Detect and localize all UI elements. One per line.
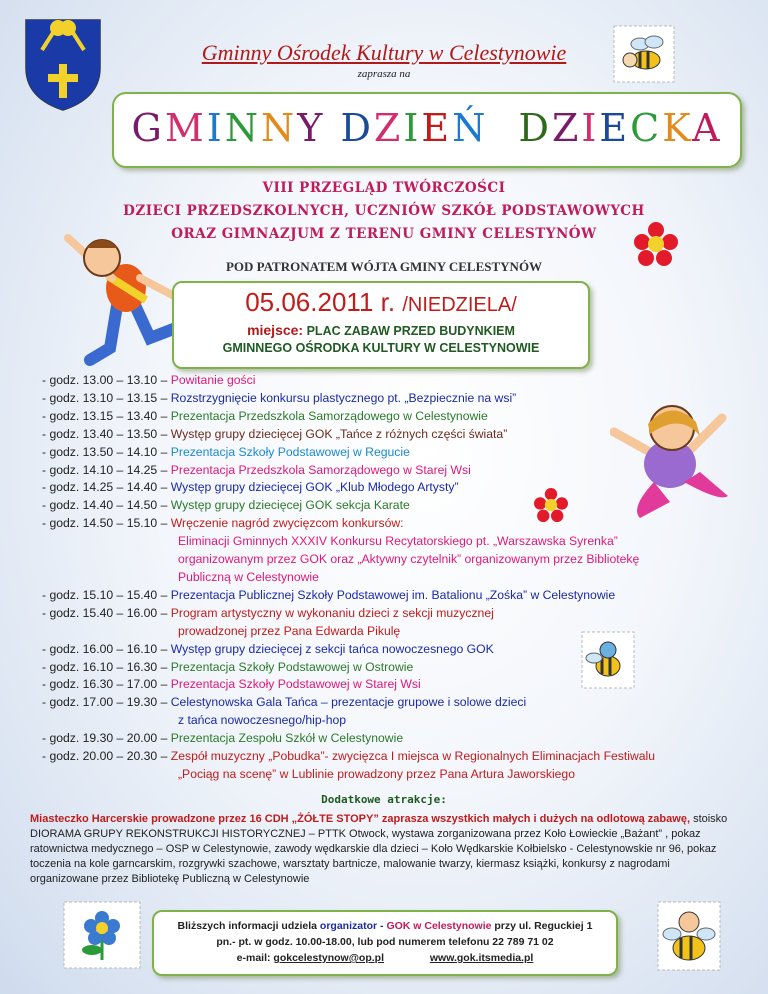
main-banner <box>112 92 742 168</box>
schedule-text: Prezentacja Zespołu Szkół w Celestynowie <box>170 731 404 746</box>
schedule-text: Celestynowska Gala Tańca – prezentacje grupowe i solowe dzieci <box>170 695 527 710</box>
schedule-text: „Pociąg na scenę” w Lublinie prowadzony przez Pana Artura Jaworskiego <box>178 766 575 781</box>
schedule-time: - godz. 16.30 – 17.00 – <box>42 677 168 692</box>
heading-line-3: ORAZ GIMNAZJUM Z TERENU GMINY CELESTYNÓW <box>171 226 597 242</box>
schedule-text: Występ grupy dziecięcej GOK sekcja Karate <box>170 498 410 513</box>
event-date: 05.06.2011 r. <box>245 287 396 317</box>
banner-letter: M <box>164 106 207 150</box>
banner-letter: I <box>206 106 225 150</box>
schedule-time: - godz. 15.10 – 15.40 – <box>42 587 168 602</box>
patronage-line: POD PATRONATEM WÓJTA GMINY CELESTYNÓW <box>225 259 543 274</box>
schedule-time: - godz. 14.50 – 15.10 – <box>42 516 168 531</box>
info-gok: GOK w Celestynowie <box>386 920 492 932</box>
contact-info-box <box>152 910 618 976</box>
banner-letter: D <box>518 106 552 150</box>
banner-letter: Y <box>297 106 326 150</box>
schedule-text: z tańca nowoczesnego/hip-hop <box>178 713 347 728</box>
date-box <box>172 281 590 369</box>
heading-line-2: DZIECI PRZEDSZKOLNYCH, UCZNIÓW SZKÓŁ PODSTAWOWYCH <box>123 203 645 219</box>
place-label: miejsce: <box>247 322 304 338</box>
schedule-text: Występ grupy dziecięcej GOK „Klub Młodego Artysty” <box>170 480 459 495</box>
schedule-text: Występ grupy dziecięcej GOK „Tańce z różnych części świata” <box>170 426 508 441</box>
place-line-1 <box>174 322 588 340</box>
banner-letter: C <box>630 106 663 150</box>
banner-letter: K <box>662 106 693 150</box>
schedule-row <box>42 730 682 748</box>
schedule-row <box>42 659 682 677</box>
info-intro: Bliższych informacji udziela <box>177 920 317 932</box>
schedule-row <box>42 569 682 587</box>
schedule-row <box>42 533 682 551</box>
bee-stamp-icon <box>656 900 722 972</box>
schedule-time: - godz. 15.40 – 16.00 – <box>42 605 168 620</box>
banner-letter: I <box>403 106 422 150</box>
email-link[interactable]: gokcelestynow@op.pl <box>273 952 385 964</box>
schedule-text: Zespół muzyczny „Pobudka”- zwycięzca I miejsca w Regionalnych Eliminacjach Festiwalu <box>170 749 656 764</box>
banner-title <box>114 106 740 150</box>
banner-letter: Z <box>373 106 404 150</box>
schedule-text: organizowanym przez GOK oraz „Aktywny czytelnik” organizowanym przez Bibliotekę <box>178 552 640 567</box>
schedule-time: - godz. 13.00 – 13.10 – <box>42 373 168 387</box>
organizer-title: Gminny Ośrodek Kultury w Celestynowie <box>201 40 567 65</box>
event-day: /NIEDZIELA/ <box>402 294 517 316</box>
flower-stamp-icon <box>62 900 142 970</box>
banner-letter <box>503 106 518 150</box>
banner-letter: E <box>599 106 631 150</box>
schedule-row <box>42 408 682 426</box>
banner-letter <box>325 106 340 150</box>
schedule-time: - godz. 13.15 – 13.40 – <box>42 408 168 423</box>
banner-letter <box>488 106 503 150</box>
schedule-row <box>42 390 682 408</box>
schedule-row <box>42 623 682 641</box>
info-line-1 <box>154 918 616 934</box>
schedule-time: - godz. 14.40 – 14.50 – <box>42 498 168 513</box>
schedule-row <box>42 479 682 497</box>
extras-body: stoisko DIORAMA GRUPY REKONSTRUKCJI HISTORYCZNEJ – PTTK Otwock, wystawa zorganizowana przez Koło Łowieckie „Bażant” , pokaz ratownictwa medycznego – OSP w Celestynowie, zawody wędkarskie dla dzieci – Koło Wędkarskie Kołbielsko - Celestynowskie nr 96, pokaz toczenia na kole garncarskim, rozgrywki szachowe, warsztaty bartnicze, malowanie twarzy, kiermasz książki, konkursy z nagrodami organizowane przez Bibliotekę Publiczną w Celestynowie <box>30 813 728 885</box>
banner-letter: I <box>581 106 600 150</box>
schedule-list <box>42 372 682 784</box>
info-organizer: organizator - <box>319 920 384 932</box>
banner-letter: G <box>131 106 165 150</box>
schedule-text: Prezentacja Publicznej Szkoły Podstawowej im. Batalionu „Zośka” w Celestynowie <box>170 587 616 602</box>
schedule-row <box>42 676 682 694</box>
schedule-time: - godz. 14.10 – 14.25 – <box>42 462 168 477</box>
schedule-row <box>42 605 682 623</box>
running-boy-icon <box>50 228 190 368</box>
schedule-row <box>42 587 682 605</box>
schedule-text: prowadzonej przez Pana Edwarda Pikulę <box>178 623 401 638</box>
schedule-time: - godz. 13.40 – 13.50 – <box>42 426 168 441</box>
schedule-row <box>42 694 682 712</box>
schedule-time: - godz. 20.00 – 20.30 – <box>42 749 168 764</box>
banner-letter: N <box>261 106 298 150</box>
banner-letter: D <box>340 106 374 150</box>
place-text-1: PLAC ZABAW PRZED BUDYNKIEM <box>306 324 515 338</box>
schedule-row <box>42 515 682 533</box>
schedule-row <box>42 766 682 784</box>
schedule-row <box>42 641 682 659</box>
schedule-time: - godz. 16.10 – 16.30 – <box>42 659 168 674</box>
schedule-text: Prezentacja Przedszkola Samorządowego w Celestynowie <box>170 408 488 423</box>
website-link[interactable]: www.gok.itsmedia.pl <box>429 952 534 964</box>
schedule-row <box>42 372 682 390</box>
event-date-line <box>174 287 588 318</box>
info-line-3 <box>154 950 616 966</box>
banner-letter: Z <box>551 106 582 150</box>
schedule-row <box>42 551 682 569</box>
schedule-row <box>42 462 682 480</box>
schedule-text: Prezentacja Przedszkola Samorządowego w Starej Wsi <box>170 462 471 477</box>
schedule-text: Wręczenie nagród zwycięzcom konkursów: <box>170 516 404 531</box>
extras-heading: Dodatkowe atrakcje: <box>321 793 447 806</box>
extras-paragraph <box>30 812 730 887</box>
schedule-row <box>42 426 682 444</box>
banner-letter: Ń <box>452 106 489 150</box>
banner-letter: N <box>224 106 261 150</box>
bee-stamp-icon <box>612 24 676 84</box>
info-line-2: pn.- pt. w godz. 10.00-18.00, lub pod numerem telefonu 22 789 71 02 <box>216 936 554 948</box>
schedule-row <box>42 712 682 730</box>
schedule-text: Publiczną w Celestynowie <box>178 569 319 584</box>
banner-letter: E <box>421 106 453 150</box>
schedule-time: - godz. 13.50 – 14.10 – <box>42 444 168 459</box>
schedule-text: Prezentacja Szkoły Podstawowej w Regucie <box>170 444 410 459</box>
organizer-subtitle: zaprasza na <box>357 68 411 80</box>
banner-letter: A <box>692 106 723 150</box>
info-address: przy ul. Reguckiej 1 <box>494 920 593 932</box>
schedule-time: - godz. 14.25 – 14.40 – <box>42 480 168 495</box>
heading-line-1: VIII PRZEGLĄD TWÓRCZOŚCI <box>262 180 506 196</box>
schedule-text: Prezentacja Szkoły Podstawowej w Starej Wsi <box>170 677 421 692</box>
schedule-row <box>42 497 682 515</box>
schedule-time: - godz. 13.10 – 13.15 – <box>42 390 168 405</box>
schedule-time: - godz. 19.30 – 20.00 – <box>42 731 168 746</box>
extras-highlight: Miasteczko Harcerskie prowadzone przez 16 CDH „ŻÓŁTE STOPY” zaprasza wszystkich małych i dużych na odlotową zabawę, <box>30 813 690 825</box>
schedule-text: Rozstrzygnięcie konkursu plastycznego pt. „Bezpiecznie na wsi” <box>170 390 517 405</box>
email-label: e-mail: <box>236 952 271 964</box>
schedule-text: Występ grupy dziecięcej z sekcji tańca nowoczesnego GOK <box>170 641 494 656</box>
schedule-time: - godz. 17.00 – 19.30 – <box>42 695 168 710</box>
schedule-text: Program artystyczny w wykonaniu dzieci z sekcji muzycznej <box>170 605 494 620</box>
schedule-text: Eliminacji Gminnych XXXIV Konkursu Recytatorskiego pt. „Warszawska Syrenka” <box>178 534 618 549</box>
schedule-time: - godz. 16.00 – 16.10 – <box>42 641 168 656</box>
schedule-text: Prezentacja Szkoły Podstawowej w Ostrowie <box>170 659 414 674</box>
place-line-2: GMINNEGO OŚRODKA KULTURY W CELESTYNOWIE <box>222 341 540 355</box>
schedule-text: Powitanie gości <box>170 373 256 387</box>
schedule-row <box>42 748 682 766</box>
schedule-row <box>42 444 682 462</box>
